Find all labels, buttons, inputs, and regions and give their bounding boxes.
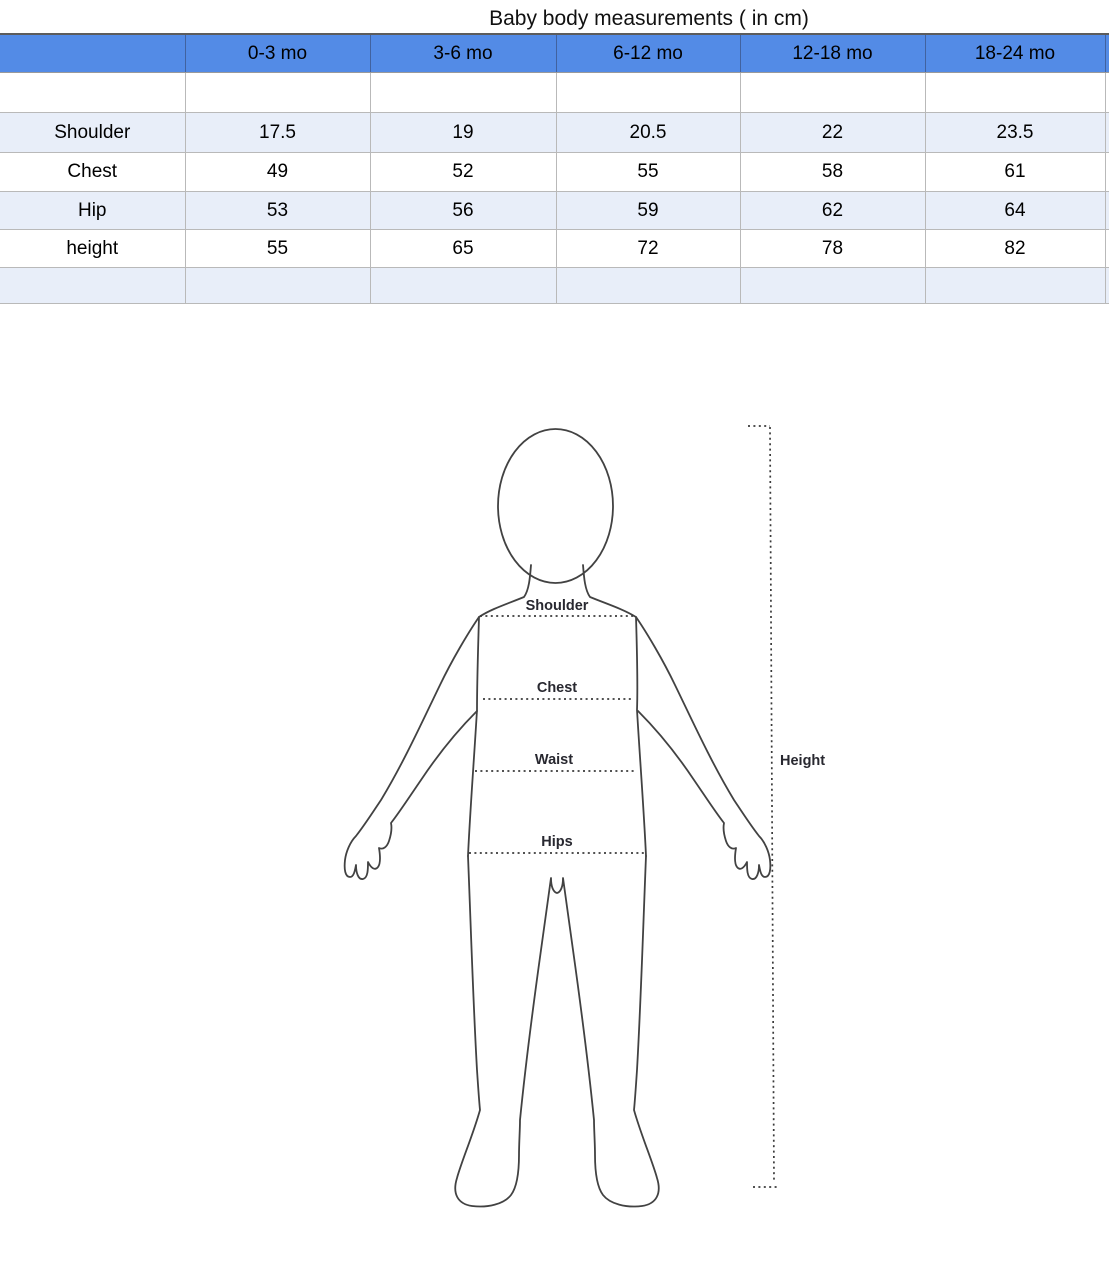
table-cell: 19: [370, 113, 556, 153]
table-cell: 22: [740, 113, 925, 153]
row-label-hip: Hip: [0, 192, 185, 230]
row-label-height: height: [0, 230, 185, 268]
column-header-12-18-mo: 12-18 mo: [740, 34, 925, 73]
height-measure-line: [770, 427, 774, 1183]
table-cell: 56: [370, 192, 556, 230]
table-cell: 20.5: [556, 113, 740, 153]
waist-label: Waist: [534, 752, 574, 768]
table-cell: 52: [370, 153, 556, 192]
chest-label: Chest: [536, 680, 578, 696]
head-outline: [498, 429, 613, 583]
table-cell: 62: [740, 192, 925, 230]
table-cell: 78: [740, 230, 925, 268]
table-cell: 53: [185, 192, 370, 230]
row-label-shoulder: Shoulder: [0, 113, 185, 153]
shoulder-label: Shoulder: [525, 598, 589, 614]
column-header-0-3-mo: 0-3 mo: [185, 34, 370, 73]
column-header-3-6-mo: 3-6 mo: [370, 34, 556, 73]
left-arm-outline: [345, 565, 531, 879]
hips-label: Hips: [541, 834, 573, 850]
row-label-chest: Chest: [0, 153, 185, 192]
table-cell: 23.5: [925, 113, 1105, 153]
table-cell: 55: [185, 230, 370, 268]
page-title: Baby body measurements ( in cm): [489, 7, 809, 30]
table-cell: 55: [556, 153, 740, 192]
table-cell: 64: [925, 192, 1105, 230]
table-cell: 49: [185, 153, 370, 192]
table-cell: 58: [740, 153, 925, 192]
table-cell: 65: [370, 230, 556, 268]
column-header-6-12-mo: 6-12 mo: [556, 34, 740, 73]
right-arm-outline: [583, 565, 770, 879]
column-header-18-24-mo: 18-24 mo: [925, 34, 1105, 73]
height-label: Height: [780, 753, 826, 769]
table-cell: 72: [556, 230, 740, 268]
legs-outline: [455, 856, 658, 1207]
table-cell: 59: [556, 192, 740, 230]
table-cell: 17.5: [185, 113, 370, 153]
left-torso-outline: [468, 617, 479, 856]
right-torso-outline: [636, 617, 646, 856]
table-cell: 61: [925, 153, 1105, 192]
table-cell: 82: [925, 230, 1105, 268]
